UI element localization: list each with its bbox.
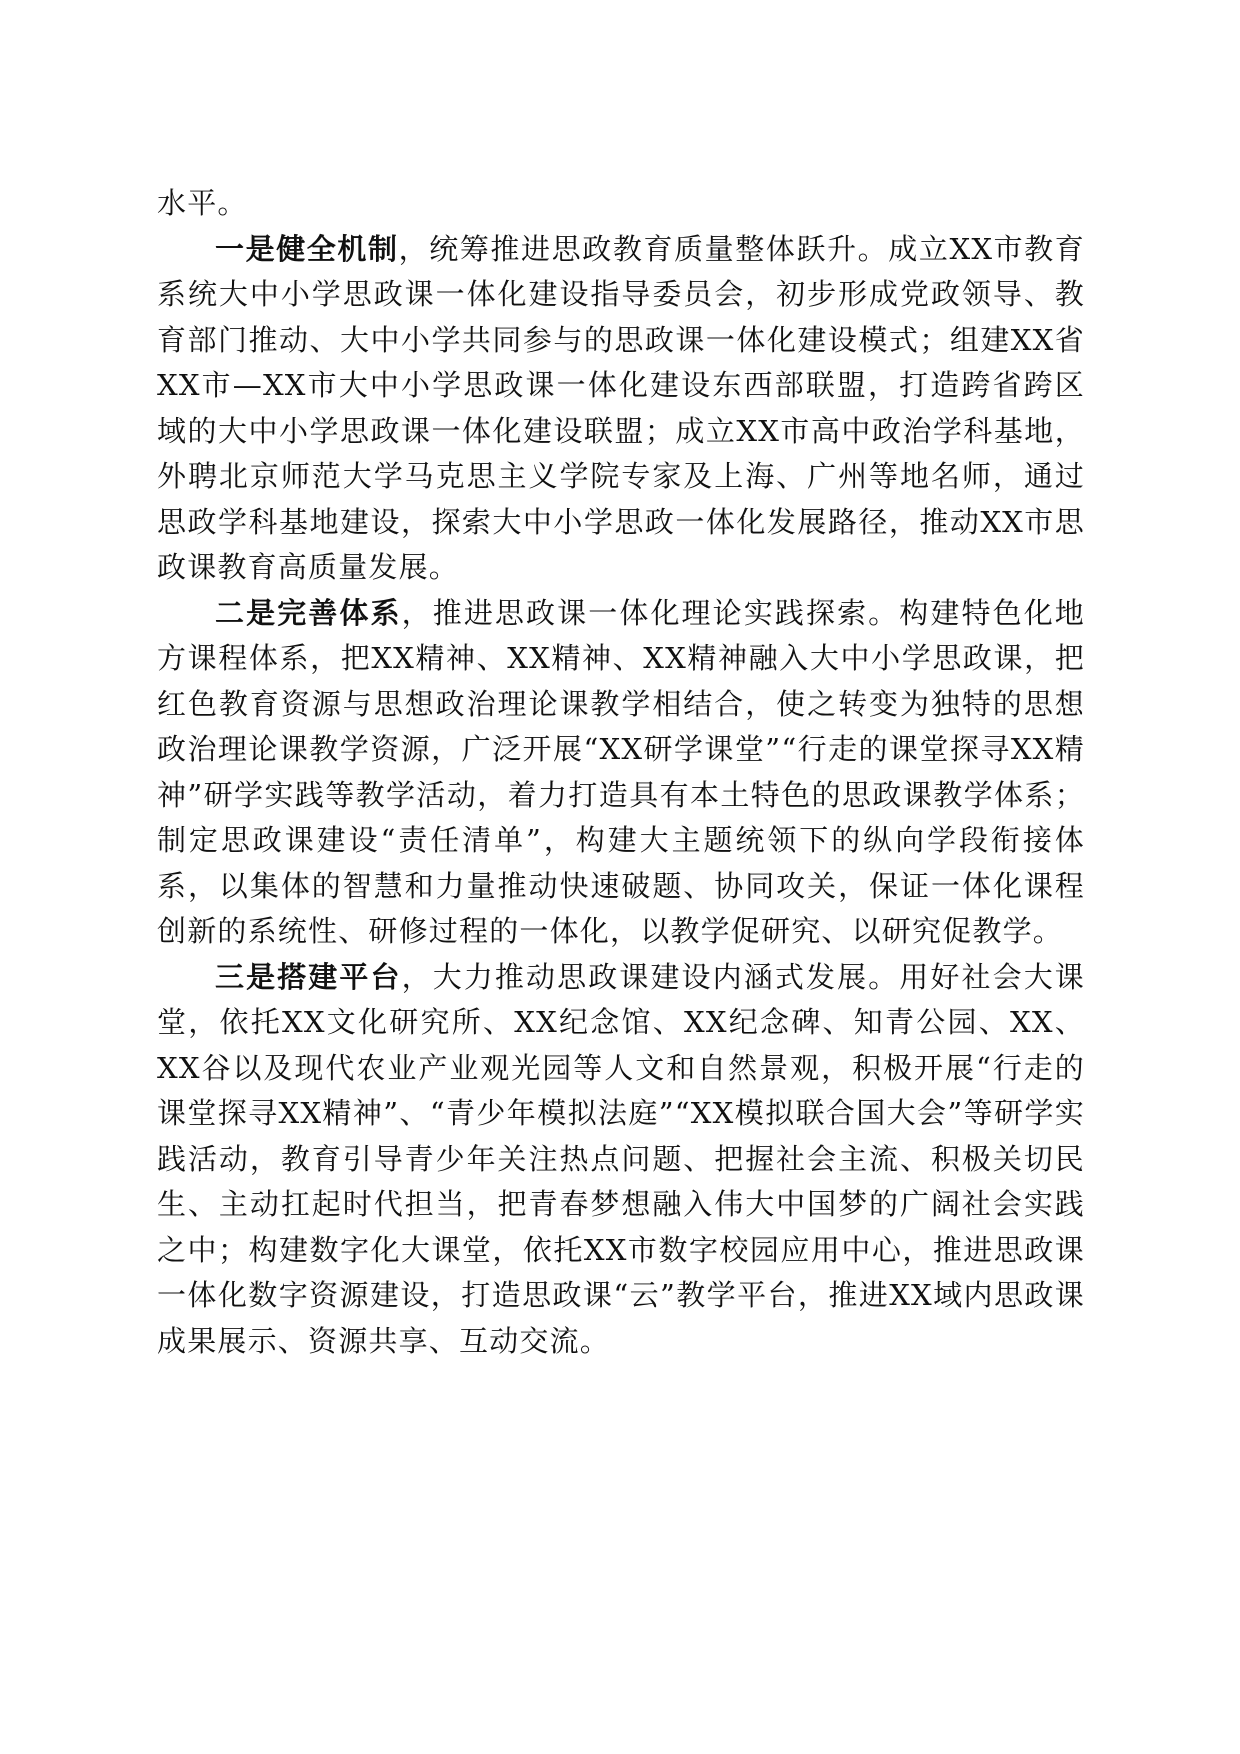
- document-body: [157, 181, 1085, 1364]
- paragraph-heading: 一是健全机制: [215, 231, 399, 266]
- paragraph-heading: 三是搭建平台: [215, 959, 402, 994]
- continuation-text: 水平。: [157, 186, 248, 220]
- paragraph-heading: 二是完善体系: [215, 595, 402, 630]
- paragraph-system: [157, 591, 1085, 955]
- paragraph-platform: [157, 955, 1085, 1365]
- paragraph-body: ，推进思政课一体化理论实践探索。构建特色化地方课程体系，把XX精神、XX精神、XX精神融入大中小学思政课，把红色教育资源与思想政治理论课教学相结合，使之转变为独特的思想政治理论课教学资源，广泛开展“XX研学课堂”“行走的课堂探寻XX精神”研学实践等教学活动，着力打造具有本土特色的思政课教学体系；制定思政课建设“责任清单”，构建大主题统领下的纵向学段衔接体系，以集体的智慧和力量推动快速破题、协同攻关，保证一体化课程创新的系统性、研修过程的一体化，以教学促研究、以研究促教学。: [157, 595, 1085, 948]
- paragraph-body: ，大力推动思政课建设内涵式发展。用好社会大课堂，依托XX文化研究所、XX纪念馆、XX纪念碑、知青公园、XX、XX谷以及现代农业产业观光园等人文和自然景观，积极开展“行走的课堂探寻XX精神”、“青少年模拟法庭”“XX模拟联合国大会”等研学实践活动，教育引导青少年关注热点问题、把握社会主流、积极关切民生、主动扛起时代担当，把青春梦想融入伟大中国梦的广阔社会实践之中；构建数字化大课堂，依托XX市数字校园应用中心，推进思政课一体化数字资源建设，打造思政课“云”教学平台，推进XX域内思政课成果展示、资源共享、互动交流。: [157, 959, 1085, 1358]
- paragraph-body: ，统筹推进思政教育质量整体跃升。成立XX市教育系统大中小学思政课一体化建设指导委员会，初步形成党政领导、教育部门推动、大中小学共同参与的思政课一体化建设模式；组建XX省XX市—XX市大中小学思政课一体化建设东西部联盟，打造跨省跨区域的大中小学思政课一体化建设联盟；成立XX市高中政治学科基地，外聘北京师范大学马克思主义学院专家及上海、广州等地名师，通过思政学科基地建设，探索大中小学思政一体化发展路径，推动XX市思政课教育高质量发展。: [157, 231, 1085, 584]
- paragraph-mechanism: [157, 227, 1085, 591]
